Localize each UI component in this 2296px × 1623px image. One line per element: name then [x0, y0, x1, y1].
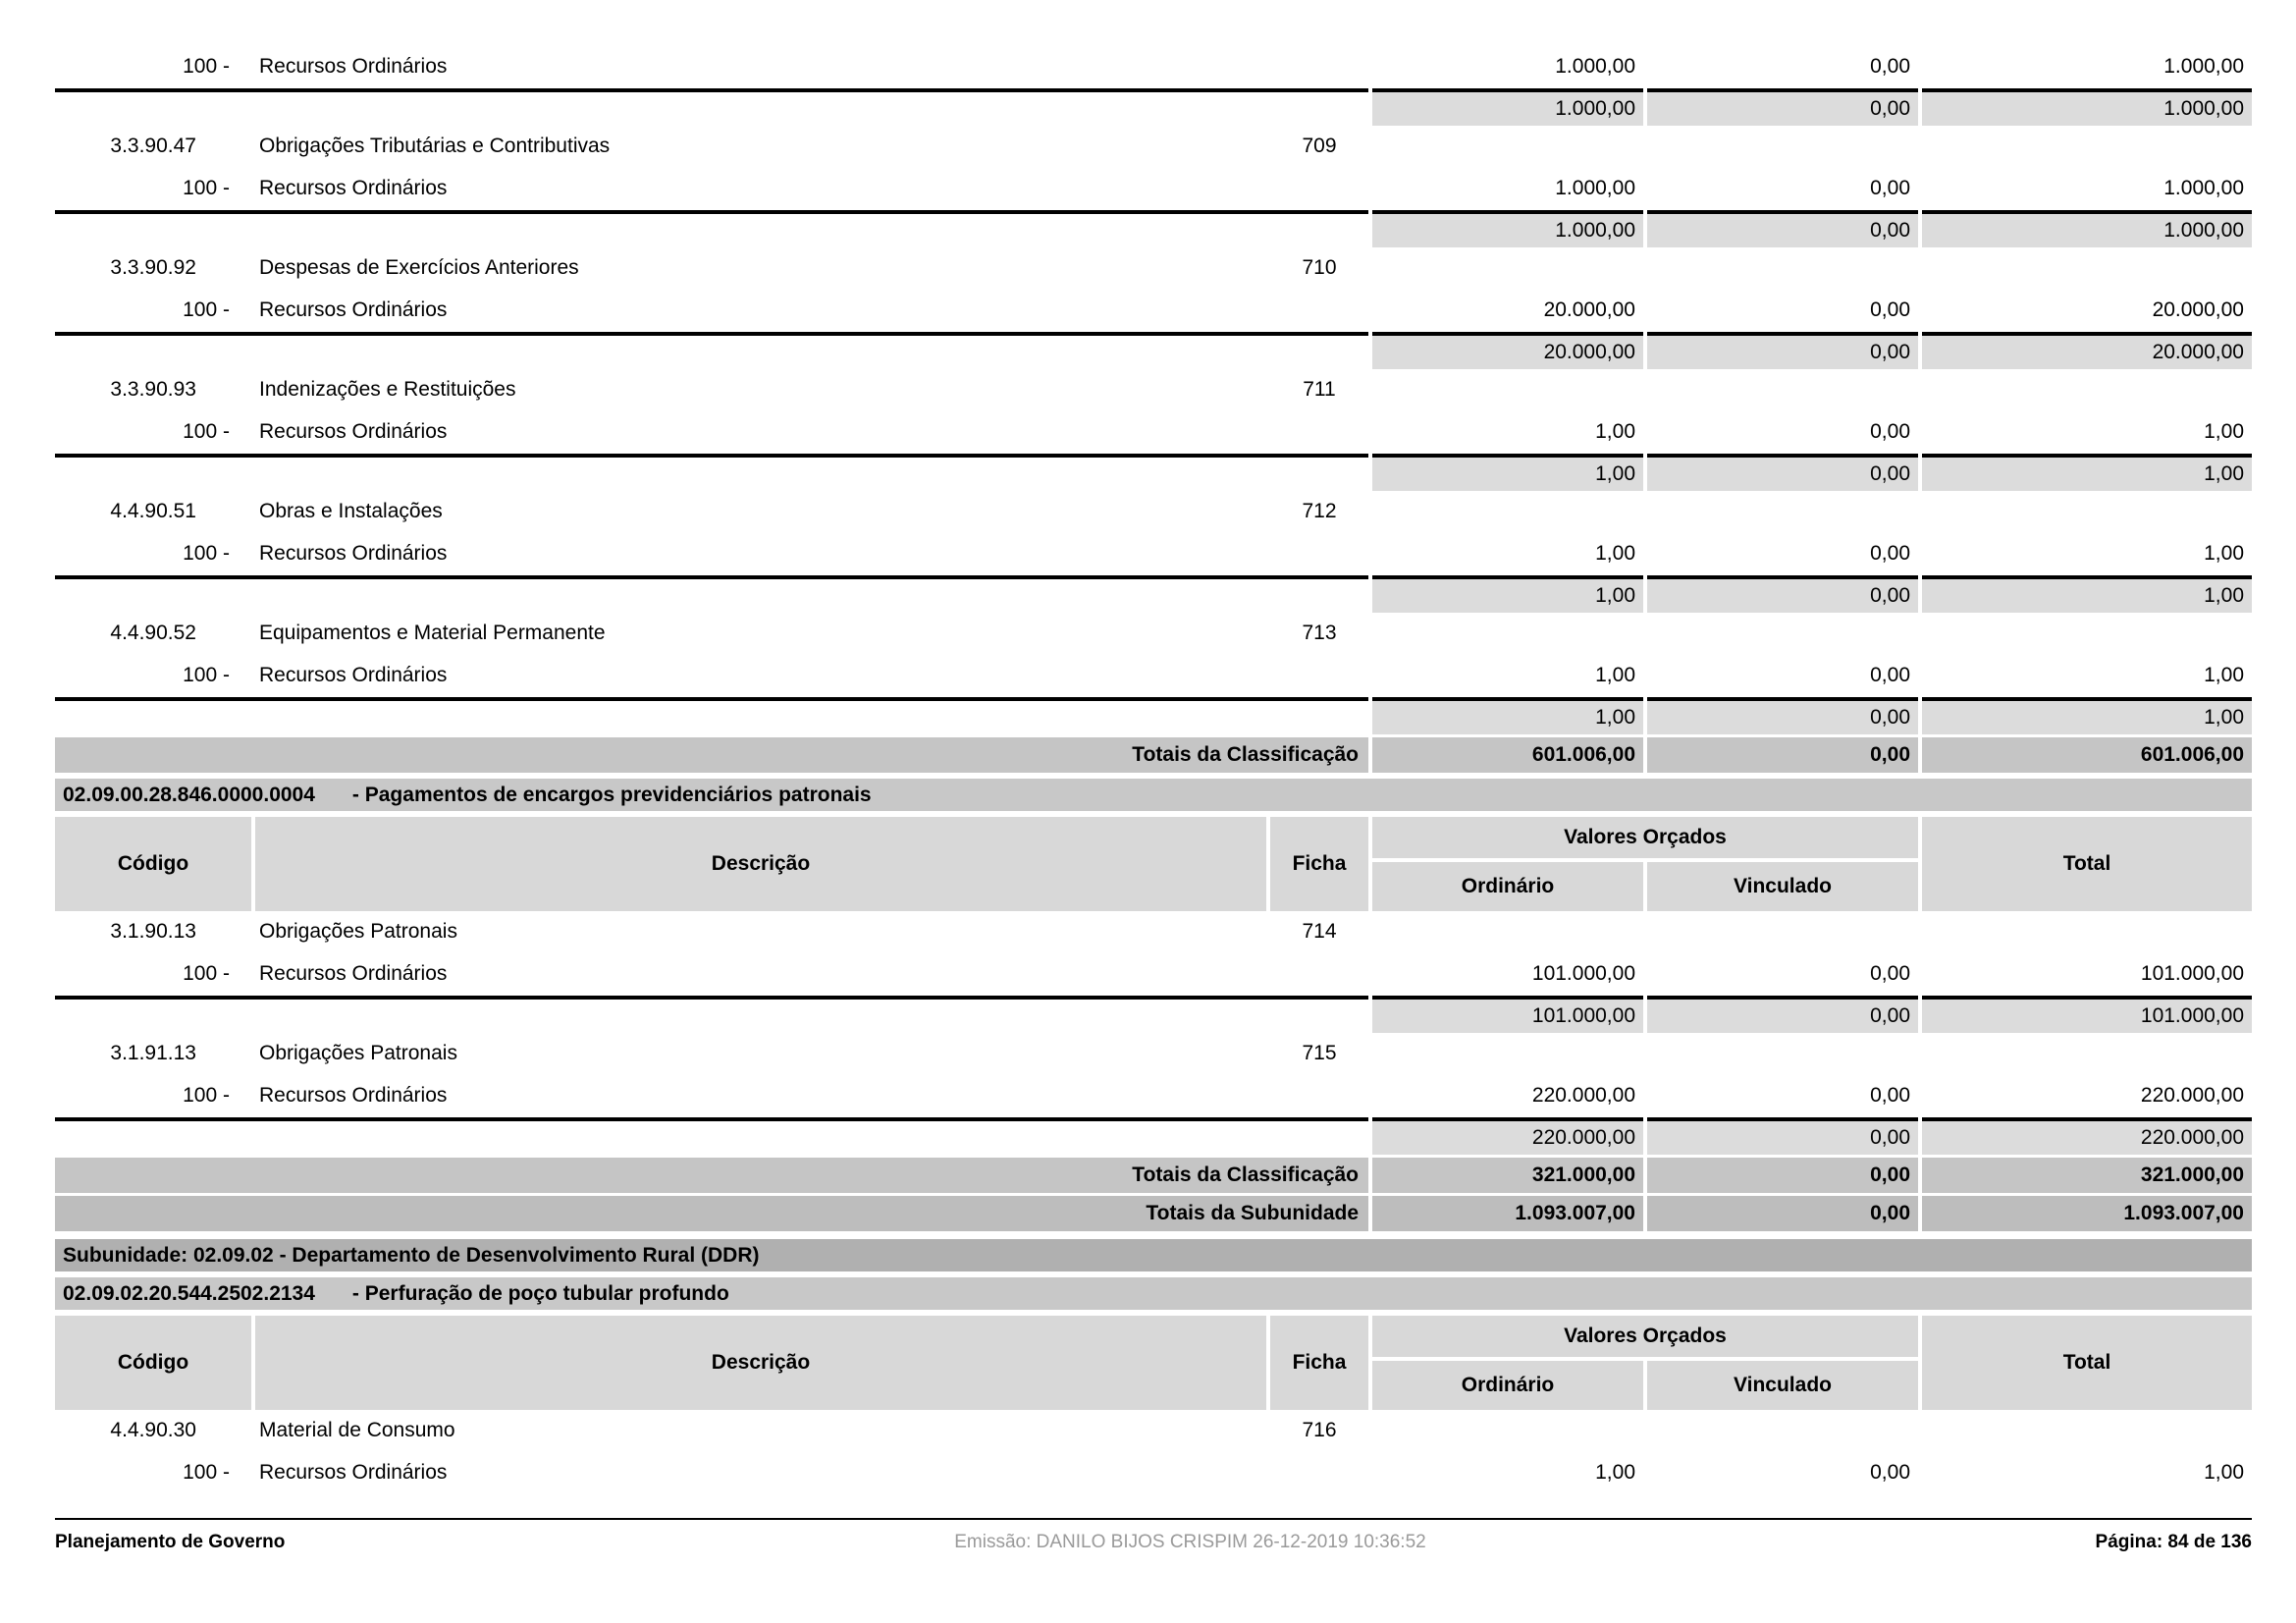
- fund-code: 100 -: [183, 542, 230, 565]
- subtotal-vinculado: 0,00: [1647, 1117, 1918, 1155]
- ficha-empty: [1270, 532, 1368, 575]
- value-vinculado-empty: [1647, 247, 1918, 289]
- value-vinculado: 0,00: [1870, 1084, 1910, 1107]
- value-vinculado-empty: [1647, 911, 1918, 952]
- subtotal-ordinario: 1,00: [1372, 697, 1643, 734]
- classification-row: [55, 247, 2252, 289]
- value-vinculado: 0,00: [1870, 55, 1910, 78]
- footer-page-number: Página: 84 de 136: [2095, 1532, 2252, 1552]
- value-vinculado: 0,00: [1870, 1461, 1910, 1484]
- value-ordinario-empty: [1372, 247, 1643, 289]
- ficha-empty: [1270, 654, 1368, 697]
- subtotal-rule: [55, 996, 1368, 1033]
- totals-row-classificacao: [55, 737, 2252, 773]
- fund-code: 100 -: [183, 177, 230, 199]
- value-vinculado: 0,00: [1870, 177, 1910, 199]
- value-ordinario: 1,00: [1595, 420, 1635, 443]
- classification-description: Material de Consumo: [259, 1419, 455, 1441]
- totals-row-classificacao: [55, 1158, 2252, 1193]
- fund-description: Recursos Ordinários: [259, 55, 448, 78]
- value-vinculado-empty: [1647, 1033, 1918, 1074]
- fund-description: Recursos Ordinários: [259, 177, 448, 199]
- classification-row: [55, 491, 2252, 532]
- subtotal-ordinario: 20.000,00: [1372, 332, 1643, 369]
- column-header-ordinario: Ordinário: [1372, 862, 1643, 911]
- fund-description: Recursos Ordinários: [259, 962, 448, 985]
- value-total-empty: [1922, 1410, 2252, 1451]
- classification-description: Obrigações Patronais: [259, 1042, 457, 1064]
- subtotal-total: 1.000,00: [1922, 210, 2252, 247]
- value-vinculado: 0,00: [1870, 962, 1910, 985]
- column-header-ficha: Ficha: [1270, 1316, 1368, 1410]
- value-total: 20.000,00: [2152, 298, 2244, 321]
- ficha-number: 716: [1302, 1419, 1337, 1441]
- value-ordinario: 1,00: [1595, 664, 1635, 686]
- value-total: 1.000,00: [2163, 55, 2244, 78]
- ficha-empty: [1270, 1451, 1368, 1494]
- subtotal-vinculado: 0,00: [1647, 210, 1918, 247]
- subunit-bar: Subunidade: 02.09.02 - Departamento de Desenvolvimento Rural (DDR): [55, 1239, 2252, 1271]
- footer-report-module: Planejamento de Governo: [55, 1532, 286, 1552]
- fund-code: 100 -: [183, 1461, 230, 1484]
- value-total-empty: [1922, 369, 2252, 410]
- fund-row: [55, 952, 2252, 996]
- value-vinculado: 0,00: [1870, 298, 1910, 321]
- totals-vinculado: 0,00: [1647, 737, 1918, 773]
- classification-description: Indenizações e Restituições: [259, 378, 516, 401]
- subtotal-total: 1,00: [1922, 575, 2252, 613]
- value-total: 1,00: [2204, 664, 2244, 686]
- fund-code: 100 -: [183, 420, 230, 443]
- totals-vinculado: 0,00: [1647, 1196, 1918, 1231]
- totals-ordinario: 321.000,00: [1372, 1158, 1643, 1193]
- fund-row: [55, 1451, 2252, 1494]
- ficha-empty: [1270, 167, 1368, 210]
- classification-code: 3.3.90.92: [110, 256, 196, 279]
- subtotal-total: 101.000,00: [1922, 996, 2252, 1033]
- subtotal-total: 1,00: [1922, 454, 2252, 491]
- fund-description: Recursos Ordinários: [259, 1461, 448, 1484]
- ficha-empty: [1270, 410, 1368, 454]
- program-code: 02.09.00.28.846.0000.0004: [63, 783, 315, 806]
- value-ordinario-empty: [1372, 1410, 1643, 1451]
- subtotal-row: [55, 1117, 2252, 1155]
- column-header-vinculado: Vinculado: [1647, 862, 1918, 911]
- classification-row: [55, 911, 2252, 952]
- footer-emission-info: Emissão: DANILO BIJOS CRISPIM 26-12-2019 10:36:52: [954, 1532, 1426, 1552]
- totals-label: Totais da Classificação: [55, 1158, 1368, 1193]
- subtotal-vinculado: 0,00: [1647, 697, 1918, 734]
- fund-description: Recursos Ordinários: [259, 1084, 448, 1107]
- fund-row: [55, 167, 2252, 210]
- program-description: - Pagamentos de encargos previdenciários patronais: [351, 783, 872, 806]
- ficha-empty: [1270, 289, 1368, 332]
- classification-row: [55, 1033, 2252, 1074]
- totals-ordinario: 1.093.007,00: [1372, 1196, 1643, 1231]
- subtotal-ordinario: 101.000,00: [1372, 996, 1643, 1033]
- program-code: 02.09.02.20.544.2502.2134: [63, 1281, 315, 1305]
- ficha-number: 714: [1302, 920, 1337, 943]
- subtotal-row: [55, 697, 2252, 734]
- subtotal-rule: [55, 454, 1368, 491]
- subtotal-vinculado: 0,00: [1647, 996, 1918, 1033]
- value-ordinario: 1,00: [1595, 1461, 1635, 1484]
- classification-code: 3.1.91.13: [110, 1042, 196, 1064]
- subtotal-rule: [55, 88, 1368, 126]
- program-section-bar: [55, 779, 2252, 811]
- ficha-number: 712: [1302, 500, 1337, 522]
- totals-total: 601.006,00: [1922, 737, 2252, 773]
- classification-description: Obras e Instalações: [259, 500, 443, 522]
- fund-row: [55, 410, 2252, 454]
- subtotal-ordinario: 1.000,00: [1372, 88, 1643, 126]
- totals-label: Totais da Classificação: [55, 737, 1368, 773]
- value-ordinario: 101.000,00: [1531, 962, 1635, 985]
- ficha-number: 709: [1302, 135, 1337, 157]
- subtotal-total: 1.000,00: [1922, 88, 2252, 126]
- classification-code: 3.3.90.47: [110, 135, 196, 157]
- subtotal-rule: [55, 1117, 1368, 1155]
- subtotal-vinculado: 0,00: [1647, 88, 1918, 126]
- column-header-ficha: Ficha: [1270, 817, 1368, 911]
- fund-description: Recursos Ordinários: [259, 298, 448, 321]
- value-vinculado-empty: [1647, 369, 1918, 410]
- value-total: 101.000,00: [2140, 962, 2244, 985]
- fund-row: [55, 532, 2252, 575]
- column-header-total: Total: [1922, 1316, 2252, 1410]
- value-total: 220.000,00: [2140, 1084, 2244, 1107]
- classification-row: [55, 369, 2252, 410]
- ficha-empty: [1270, 1074, 1368, 1117]
- ficha-empty: [1270, 952, 1368, 996]
- value-total: 1,00: [2204, 420, 2244, 443]
- subtotal-total: 220.000,00: [1922, 1117, 2252, 1155]
- value-vinculado: 0,00: [1870, 420, 1910, 443]
- value-total: 1,00: [2204, 542, 2244, 565]
- column-header-valores-orcados: Valores Orçados: [1372, 817, 1918, 858]
- program-section-bar: [55, 1277, 2252, 1310]
- fund-code: 100 -: [183, 962, 230, 985]
- subtotal-row: [55, 332, 2252, 369]
- subtotal-ordinario: 1,00: [1372, 575, 1643, 613]
- totals-row-subunidade: [55, 1196, 2252, 1231]
- fund-code: 100 -: [183, 1084, 230, 1107]
- column-header-ordinario: Ordinário: [1372, 1361, 1643, 1410]
- subtotal-rule: [55, 575, 1368, 613]
- subtotal-ordinario: 1,00: [1372, 454, 1643, 491]
- classification-description: Despesas de Exercícios Anteriores: [259, 256, 579, 279]
- subtotal-ordinario: 1.000,00: [1372, 210, 1643, 247]
- ficha-empty: [1270, 45, 1368, 88]
- fund-row: [55, 1074, 2252, 1117]
- fund-description: Recursos Ordinários: [259, 664, 448, 686]
- column-header-valores-orcados: Valores Orçados: [1372, 1316, 1918, 1357]
- value-vinculado-empty: [1647, 1410, 1918, 1451]
- value-vinculado-empty: [1647, 613, 1918, 654]
- value-vinculado-empty: [1647, 491, 1918, 532]
- value-total-empty: [1922, 126, 2252, 167]
- subtotal-rule: [55, 697, 1368, 734]
- classification-code: 3.1.90.13: [110, 920, 196, 943]
- totals-ordinario: 601.006,00: [1372, 737, 1643, 773]
- classification-row: [55, 1410, 2252, 1451]
- fund-row: [55, 45, 2252, 88]
- value-vinculado: 0,00: [1870, 664, 1910, 686]
- table-column-header: [55, 1316, 2252, 1410]
- fund-code: 100 -: [183, 55, 230, 78]
- value-ordinario: 1.000,00: [1555, 55, 1635, 78]
- value-total-empty: [1922, 613, 2252, 654]
- fund-code: 100 -: [183, 664, 230, 686]
- value-total: 1.000,00: [2163, 177, 2244, 199]
- value-ordinario: 1.000,00: [1555, 177, 1635, 199]
- subtotal-total: 20.000,00: [1922, 332, 2252, 369]
- value-total-empty: [1922, 491, 2252, 532]
- value-ordinario: 20.000,00: [1543, 298, 1635, 321]
- value-ordinario: 1,00: [1595, 542, 1635, 565]
- totals-total: 1.093.007,00: [1922, 1196, 2252, 1231]
- value-ordinario-empty: [1372, 1033, 1643, 1074]
- subtotal-row: [55, 210, 2252, 247]
- column-header-codigo: Código: [55, 1316, 251, 1410]
- value-ordinario-empty: [1372, 369, 1643, 410]
- value-ordinario-empty: [1372, 911, 1643, 952]
- ficha-number: 711: [1303, 378, 1336, 401]
- fund-row: [55, 289, 2252, 332]
- program-description: - Perfuração de poço tubular profundo: [351, 1281, 729, 1305]
- subtotal-row: [55, 575, 2252, 613]
- column-header-codigo: Código: [55, 817, 251, 911]
- value-ordinario: 220.000,00: [1531, 1084, 1635, 1107]
- subtotal-rule: [55, 332, 1368, 369]
- value-vinculado-empty: [1647, 126, 1918, 167]
- classification-code: 4.4.90.30: [110, 1419, 196, 1441]
- fund-description: Recursos Ordinários: [259, 542, 448, 565]
- classification-code: 4.4.90.51: [110, 500, 196, 522]
- column-header-vinculado: Vinculado: [1647, 1361, 1918, 1410]
- subtotal-rule: [55, 210, 1368, 247]
- classification-row: [55, 126, 2252, 167]
- column-header-descricao: Descrição: [255, 817, 1266, 911]
- subtotal-total: 1,00: [1922, 697, 2252, 734]
- ficha-number: 710: [1302, 256, 1337, 279]
- subtotal-vinculado: 0,00: [1647, 454, 1918, 491]
- subtotal-vinculado: 0,00: [1647, 332, 1918, 369]
- totals-vinculado: 0,00: [1647, 1158, 1918, 1193]
- subtotal-row: [55, 454, 2252, 491]
- value-total-empty: [1922, 911, 2252, 952]
- classification-row: [55, 613, 2252, 654]
- classification-description: Equipamentos e Material Permanente: [259, 622, 606, 644]
- fund-code: 100 -: [183, 298, 230, 321]
- column-header-total: Total: [1922, 817, 2252, 911]
- subtotal-row: [55, 996, 2252, 1033]
- subtotal-vinculado: 0,00: [1647, 575, 1918, 613]
- value-total: 1,00: [2204, 1461, 2244, 1484]
- table-column-header: [55, 817, 2252, 911]
- classification-code: 3.3.90.93: [110, 378, 196, 401]
- ficha-number: 713: [1302, 622, 1337, 644]
- totals-total: 321.000,00: [1922, 1158, 2252, 1193]
- column-header-descricao: Descrição: [255, 1316, 1266, 1410]
- totals-label: Totais da Subunidade: [55, 1196, 1368, 1231]
- value-ordinario-empty: [1372, 126, 1643, 167]
- value-vinculado: 0,00: [1870, 542, 1910, 565]
- value-ordinario-empty: [1372, 613, 1643, 654]
- classification-description: Obrigações Patronais: [259, 920, 457, 943]
- fund-row: [55, 654, 2252, 697]
- classification-code: 4.4.90.52: [110, 622, 196, 644]
- subtotal-ordinario: 220.000,00: [1372, 1117, 1643, 1155]
- classification-description: Obrigações Tributárias e Contributivas: [259, 135, 611, 157]
- value-total-empty: [1922, 247, 2252, 289]
- page-footer: [55, 1518, 2252, 1553]
- fund-description: Recursos Ordinários: [259, 420, 448, 443]
- ficha-number: 715: [1302, 1042, 1337, 1064]
- value-total-empty: [1922, 1033, 2252, 1074]
- subtotal-row: [55, 88, 2252, 126]
- value-ordinario-empty: [1372, 491, 1643, 532]
